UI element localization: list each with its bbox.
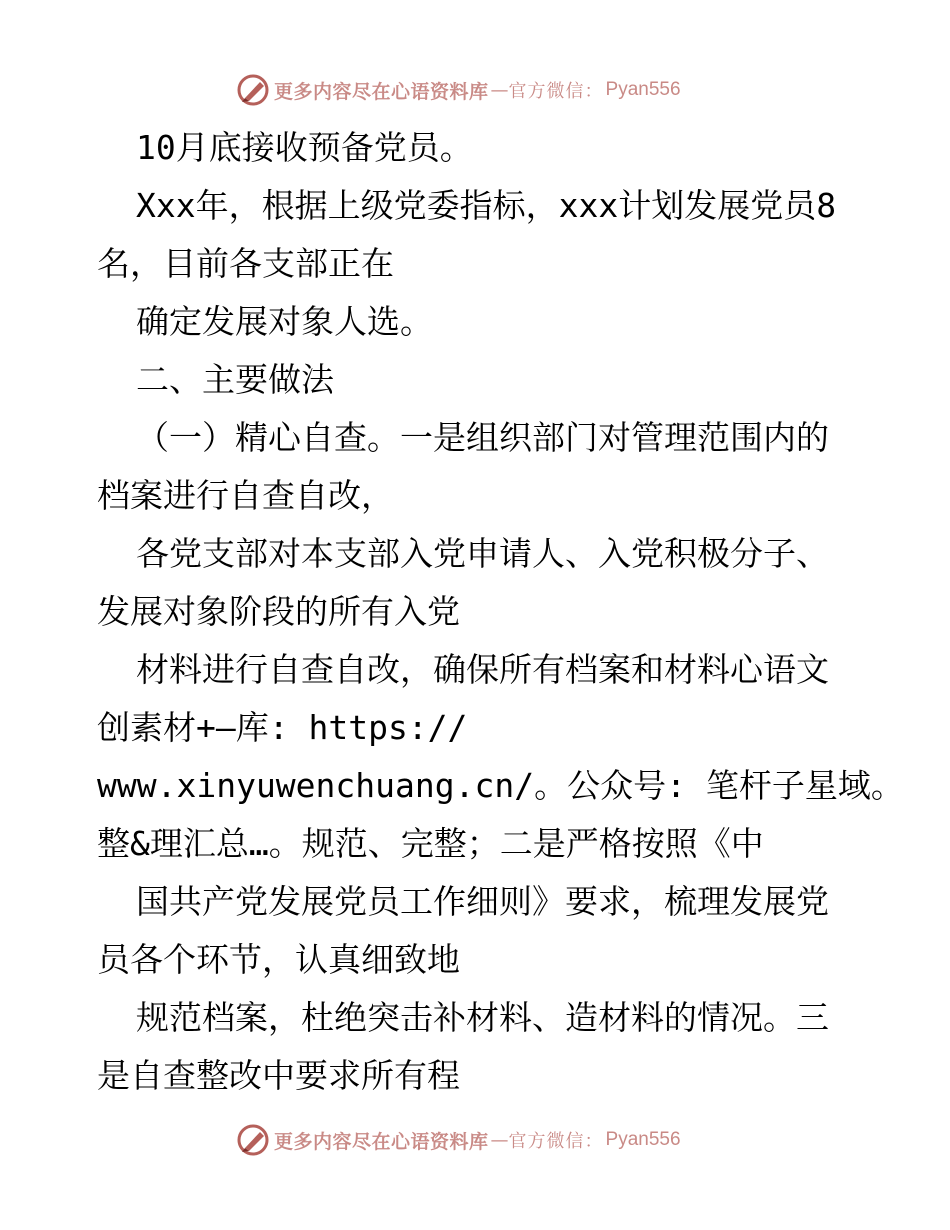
body-line: 各党支部对本支部入党申请人、入党积极分子、 (136, 534, 829, 573)
body-line: 规范档案，杜绝突击补材料、造材料的情况。三 (136, 998, 829, 1037)
watermark-account-id: Pyan556 (605, 1129, 681, 1150)
watermark-account-id: Pyan556 (605, 79, 681, 100)
body-line: 创素材+—库: https:// (97, 708, 468, 747)
body-line: Xxx年，根据上级党委指标，xxx计划发展党员8 (136, 186, 837, 225)
body-line: 员各个环节，认真细致地 (97, 940, 460, 979)
watermark-separator: — (490, 79, 509, 101)
body-line: 确定发展对象人选。 (136, 302, 433, 341)
section-heading: 二、主要做法 (136, 360, 334, 399)
body-line: 是自查整改中要求所有程 (97, 1056, 460, 1095)
body-line: 名，目前各支部正在 (97, 244, 394, 283)
footer-watermark (236, 1122, 681, 1158)
header-watermark (236, 72, 681, 108)
watermark-brand-text: 更多内容尽在心语资料库 (274, 80, 489, 103)
body-line: 国共产党发展党员工作细则》要求，梳理发展党 (136, 882, 829, 921)
watermark-separator: — (490, 1129, 509, 1151)
body-line: www.xinyuwenchuang.cn/。公众号: 笔杆子星域。 (97, 766, 904, 805)
body-line: 发展对象阶段的所有入党 (97, 592, 460, 631)
watermark-brand-text: 更多内容尽在心语资料库 (274, 1130, 489, 1153)
body-line: 档案进行自查自改， (97, 476, 394, 515)
brand-logo-icon (236, 1123, 270, 1157)
brand-logo-icon (236, 73, 270, 107)
body-line: 10月底接收预备党员。 (136, 128, 473, 167)
watermark-account-label: 官方微信： (508, 1131, 604, 1152)
watermark-account-label: 官方微信： (508, 81, 604, 102)
body-line: 整&理汇总…。规范、完整；二是严格按照《中 (97, 824, 764, 863)
body-line: （一）精心自查。一是组织部门对管理范围内的 (136, 418, 829, 457)
body-line: 材料进行自查自改，确保所有档案和材料心语文 (136, 650, 829, 689)
